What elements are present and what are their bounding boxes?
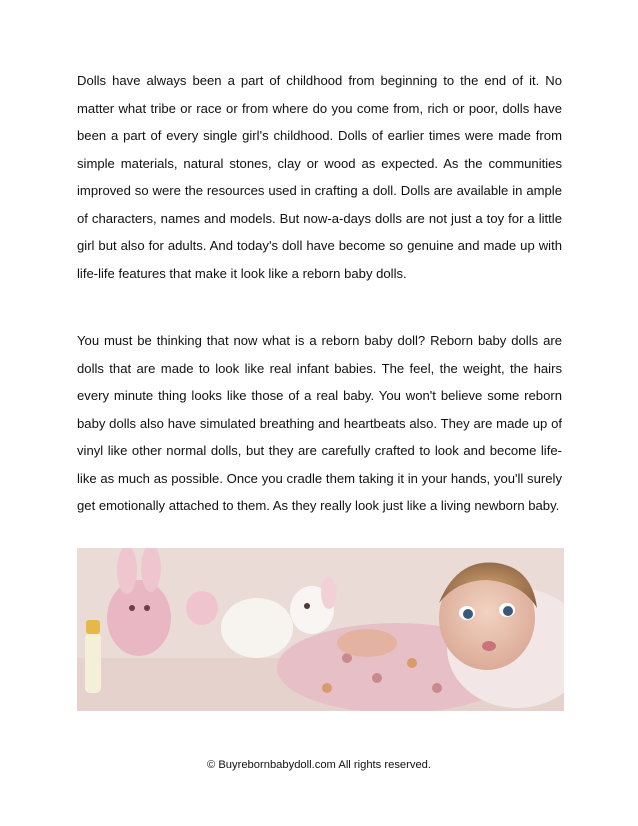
paragraph-intro: Dolls have always been a part of childhood from beginning to the end of it. No matter what tribe or race or from where do you come from, rich or poor, dolls have been a part of every single girl's childhood. Dolls of earlier times were made from simple materials, natural stones, clay or wood as expected. As the communities improved so were the resources used in crafting a doll. Dolls are available in ample of characters, names and models. But now-a-days dolls are not just a toy for a little girl but also for adults. And today's doll have become so genuine and made up with life-life features that make it look like a reborn baby dolls. xyxy=(77,73,562,281)
copyright-footer: © Buyrebornbabydoll.com All rights reserved. xyxy=(206,759,432,771)
reborn-baby-doll-photo xyxy=(77,548,564,711)
paragraph-reborn-definition: You must be thinking that now what is a reborn baby doll? Reborn baby dolls are dolls that are made to look like real infant babies. The feel, the weight, the hairs every minute thing looks like those of a real baby. You won't believe some reborn baby dolls also have simulated breathing and heartbeats also. They are made up of vinyl like other normal dolls, but they are carefully crafted to look and become life-like as much as possible. Once you cradle them taking it in your hands, you'll surely get emotionally attached to them. As they really look just like a living newborn baby. xyxy=(77,333,562,513)
